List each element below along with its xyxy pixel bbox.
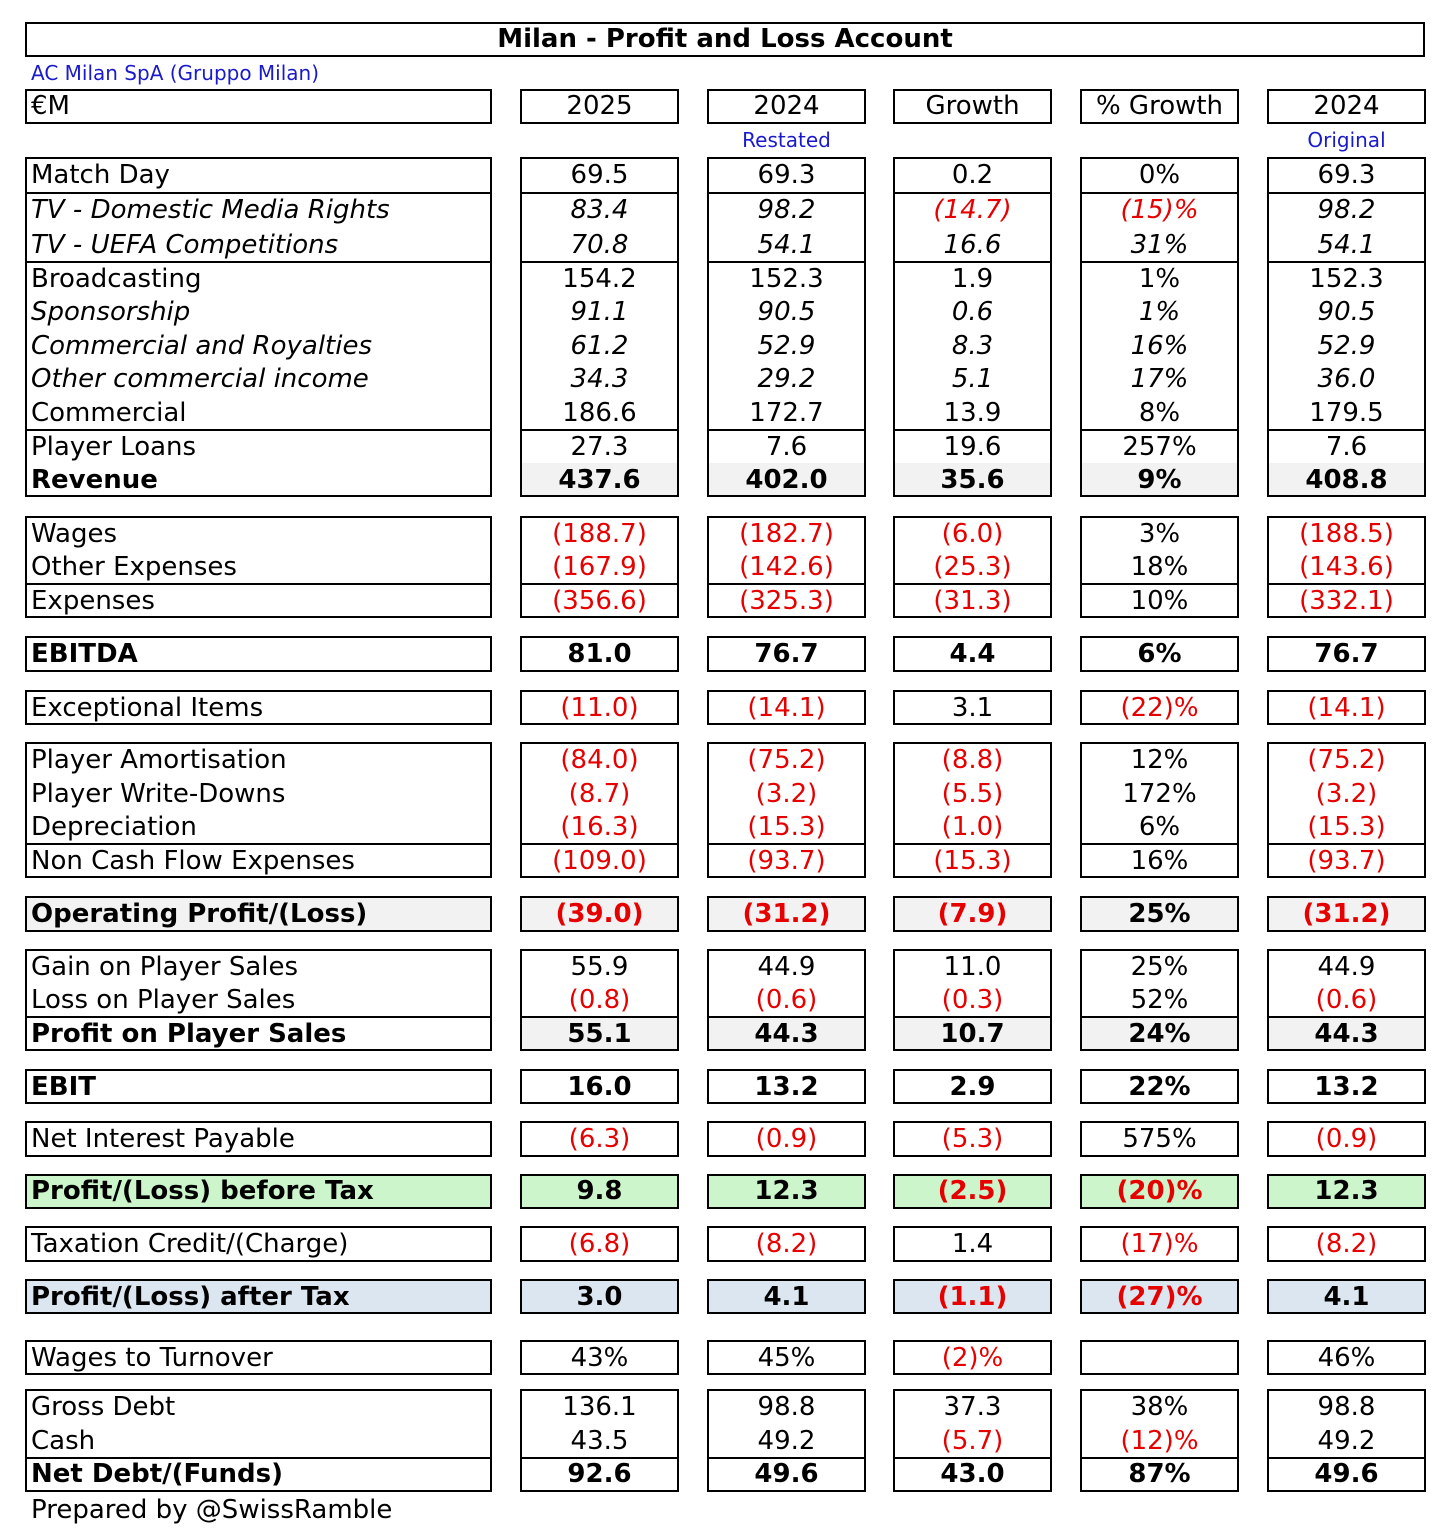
row-label: Taxation Credit/(Charge) bbox=[31, 1229, 349, 1259]
row-value: (93.7) bbox=[747, 846, 826, 876]
row-value: (0.9) bbox=[755, 1124, 818, 1154]
row-value: 1.9 bbox=[951, 264, 994, 294]
row-value: (14.1) bbox=[1307, 693, 1386, 723]
row-value: (22)% bbox=[1120, 693, 1199, 723]
row-label: Wages bbox=[31, 519, 118, 549]
row-value: 76.7 bbox=[1314, 639, 1379, 669]
row-value: 69.3 bbox=[757, 160, 816, 190]
row-value: 44.9 bbox=[1317, 952, 1376, 982]
row-label: Operating Profit/(Loss) bbox=[31, 899, 368, 929]
row-value: 90.5 bbox=[1317, 297, 1376, 327]
row-value: (0.6) bbox=[1315, 985, 1378, 1015]
row-value: 55.9 bbox=[570, 952, 629, 982]
row-value: 154.2 bbox=[562, 264, 637, 294]
row-value: 49.6 bbox=[1314, 1459, 1379, 1489]
row-value: (14.1) bbox=[747, 693, 826, 723]
row-label: Profit/(Loss) before Tax bbox=[31, 1176, 374, 1206]
row-value: (16.3) bbox=[560, 812, 639, 842]
row-label: Expenses bbox=[31, 586, 155, 616]
row-value: (75.2) bbox=[1307, 745, 1386, 775]
footer-credit: Prepared by @SwissRamble bbox=[31, 1495, 393, 1525]
row-value: 81.0 bbox=[567, 639, 632, 669]
row-group-value-box bbox=[1080, 1340, 1239, 1375]
row-value: 4.1 bbox=[763, 1282, 810, 1312]
row-value: 152.3 bbox=[1309, 264, 1384, 294]
row-value: 55.1 bbox=[567, 1019, 632, 1049]
row-value: (5.3) bbox=[941, 1124, 1004, 1154]
row-value: 31% bbox=[1130, 230, 1189, 260]
row-label: Profit on Player Sales bbox=[31, 1019, 347, 1049]
row-value: 172.7 bbox=[749, 398, 824, 428]
row-value: (8.7) bbox=[568, 779, 631, 809]
row-value: 18% bbox=[1130, 552, 1189, 582]
row-value: (3.2) bbox=[755, 779, 818, 809]
row-value: 16.6 bbox=[943, 230, 1002, 260]
row-value: 437.6 bbox=[558, 465, 641, 495]
row-value: (27)% bbox=[1116, 1282, 1203, 1312]
row-label: Player Write-Downs bbox=[31, 779, 286, 809]
row-value: 90.5 bbox=[757, 297, 816, 327]
row-value: 9% bbox=[1137, 465, 1182, 495]
row-value: 25% bbox=[1128, 899, 1191, 929]
row-value: 1.4 bbox=[951, 1229, 994, 1259]
row-value: (188.5) bbox=[1299, 519, 1394, 549]
row-value: (7.9) bbox=[937, 899, 1008, 929]
row-value: (0.6) bbox=[755, 985, 818, 1015]
row-value: (93.7) bbox=[1307, 846, 1386, 876]
row-value: (8.2) bbox=[1315, 1229, 1378, 1259]
row-value: (12)% bbox=[1120, 1426, 1199, 1456]
row-value: (17)% bbox=[1120, 1229, 1199, 1259]
row-value: (39.0) bbox=[555, 899, 644, 929]
row-value: 46% bbox=[1317, 1343, 1376, 1373]
row-label: Depreciation bbox=[31, 812, 197, 842]
row-value: 29.2 bbox=[757, 364, 816, 394]
row-value: (20)% bbox=[1116, 1176, 1203, 1206]
header-col-label: 2025 bbox=[566, 91, 633, 121]
row-value: 43% bbox=[570, 1343, 629, 1373]
row-label: Match Day bbox=[31, 160, 170, 190]
row-value: 2.9 bbox=[949, 1072, 996, 1102]
row-value: 70.8 bbox=[570, 230, 629, 260]
row-label: Broadcasting bbox=[31, 264, 202, 294]
row-value: (6.8) bbox=[568, 1229, 631, 1259]
row-value: 6% bbox=[1138, 812, 1181, 842]
row-value: (1.1) bbox=[937, 1282, 1008, 1312]
row-value: 76.7 bbox=[754, 639, 819, 669]
row-value: 24% bbox=[1128, 1019, 1191, 1049]
row-value: 43.5 bbox=[570, 1426, 629, 1456]
row-value: 92.6 bbox=[567, 1459, 632, 1489]
row-label: Net Interest Payable bbox=[31, 1124, 295, 1154]
row-value: (5.5) bbox=[941, 779, 1004, 809]
row-value: (2.5) bbox=[937, 1176, 1008, 1206]
row-value: 52% bbox=[1130, 985, 1189, 1015]
row-value: (6.0) bbox=[941, 519, 1004, 549]
row-value: 12% bbox=[1130, 745, 1189, 775]
row-value: (15.3) bbox=[933, 846, 1012, 876]
row-value: 0.2 bbox=[951, 160, 994, 190]
row-value: 3% bbox=[1138, 519, 1181, 549]
row-value: (15.3) bbox=[1307, 812, 1386, 842]
row-value: (3.2) bbox=[1315, 779, 1378, 809]
row-value: 16% bbox=[1130, 846, 1189, 876]
row-value: (11.0) bbox=[560, 693, 639, 723]
row-value: (8.2) bbox=[755, 1229, 818, 1259]
row-value: 408.8 bbox=[1305, 465, 1388, 495]
page-title: Milan - Profit and Loss Account bbox=[497, 24, 953, 54]
row-label: Exceptional Items bbox=[31, 693, 264, 723]
row-value: 37.3 bbox=[943, 1392, 1002, 1422]
row-value: 49.2 bbox=[757, 1426, 816, 1456]
row-value: (15)% bbox=[1120, 195, 1199, 225]
row-value: 402.0 bbox=[745, 465, 828, 495]
row-value: 98.8 bbox=[757, 1392, 816, 1422]
row-value: (0.8) bbox=[568, 985, 631, 1015]
row-value: 19.6 bbox=[943, 432, 1002, 462]
header-col-label: Growth bbox=[925, 91, 1020, 121]
row-value: 13.2 bbox=[754, 1072, 819, 1102]
row-label: TV - Domestic Media Rights bbox=[31, 195, 390, 225]
row-label: EBIT bbox=[31, 1072, 96, 1102]
row-label: Cash bbox=[31, 1426, 96, 1456]
row-value: (182.7) bbox=[739, 519, 834, 549]
row-value: 36.0 bbox=[1317, 364, 1376, 394]
row-label: Commercial and Royalties bbox=[31, 331, 372, 361]
row-value: (15.3) bbox=[747, 812, 826, 842]
row-value: 54.1 bbox=[1317, 230, 1376, 260]
row-value: 61.2 bbox=[570, 331, 629, 361]
row-value: 575% bbox=[1122, 1124, 1197, 1154]
row-value: 43.0 bbox=[940, 1459, 1005, 1489]
row-value: (31.2) bbox=[1302, 899, 1391, 929]
row-value: 8.3 bbox=[951, 331, 994, 361]
row-value: 1% bbox=[1138, 264, 1181, 294]
row-value: 136.1 bbox=[562, 1392, 637, 1422]
row-value: 17% bbox=[1130, 364, 1189, 394]
header-col-label: % Growth bbox=[1095, 91, 1224, 121]
row-value: (1.0) bbox=[941, 812, 1004, 842]
row-value: 186.6 bbox=[562, 398, 637, 428]
row-value: 44.3 bbox=[754, 1019, 819, 1049]
row-value: 91.1 bbox=[570, 297, 629, 327]
row-label: Gross Debt bbox=[31, 1392, 176, 1422]
row-value: 16% bbox=[1130, 331, 1189, 361]
row-value: 44.3 bbox=[1314, 1019, 1379, 1049]
row-value: 6% bbox=[1137, 639, 1182, 669]
row-value: 12.3 bbox=[754, 1176, 819, 1206]
entity-subtitle: AC Milan SpA (Gruppo Milan) bbox=[31, 61, 320, 85]
header-col-note: Restated bbox=[742, 128, 831, 152]
header-col-label: 2024 bbox=[753, 91, 820, 121]
row-label: Loss on Player Sales bbox=[31, 985, 296, 1015]
header-unit-box bbox=[25, 89, 492, 124]
header-col-label: 2024 bbox=[1313, 91, 1380, 121]
row-value: 3.1 bbox=[951, 693, 994, 723]
row-value: (325.3) bbox=[739, 586, 834, 616]
row-label: Commercial bbox=[31, 398, 187, 428]
row-label: Other Expenses bbox=[31, 552, 237, 582]
row-label: Gain on Player Sales bbox=[31, 952, 299, 982]
row-value: 152.3 bbox=[749, 264, 824, 294]
row-value: 16.0 bbox=[567, 1072, 632, 1102]
row-value: (109.0) bbox=[552, 846, 647, 876]
row-value: 98.2 bbox=[1317, 195, 1376, 225]
row-value: 172% bbox=[1122, 779, 1197, 809]
row-value: 54.1 bbox=[757, 230, 816, 260]
row-value: 45% bbox=[757, 1343, 816, 1373]
row-value: 87% bbox=[1128, 1459, 1191, 1489]
row-value: 12.3 bbox=[1314, 1176, 1379, 1206]
row-value: 4.1 bbox=[1323, 1282, 1370, 1312]
row-value: (0.3) bbox=[941, 985, 1004, 1015]
row-value: 83.4 bbox=[570, 195, 629, 225]
row-value: 52.9 bbox=[1317, 331, 1376, 361]
row-value: (8.8) bbox=[941, 745, 1004, 775]
row-label: Revenue bbox=[31, 465, 158, 495]
row-value: 179.5 bbox=[1309, 398, 1384, 428]
header-col-note: Original bbox=[1307, 128, 1386, 152]
row-value: 1% bbox=[1138, 297, 1181, 327]
row-value: (75.2) bbox=[747, 745, 826, 775]
row-value: 34.3 bbox=[570, 364, 629, 394]
row-value: 44.9 bbox=[757, 952, 816, 982]
row-label: TV - UEFA Competitions bbox=[31, 230, 339, 260]
row-value: 52.9 bbox=[757, 331, 816, 361]
row-label: Net Debt/(Funds) bbox=[31, 1459, 283, 1489]
row-label: Player Loans bbox=[31, 432, 197, 462]
row-value: (167.9) bbox=[552, 552, 647, 582]
row-value: 5.1 bbox=[951, 364, 994, 394]
row-label: Sponsorship bbox=[31, 297, 191, 327]
row-value: (6.3) bbox=[568, 1124, 631, 1154]
row-value: 22% bbox=[1128, 1072, 1191, 1102]
row-value: 35.6 bbox=[940, 465, 1005, 495]
row-value: 98.8 bbox=[1317, 1392, 1376, 1422]
row-label: Other commercial income bbox=[31, 364, 369, 394]
row-value: 257% bbox=[1122, 432, 1197, 462]
row-value: 27.3 bbox=[570, 432, 629, 462]
row-value: (31.2) bbox=[742, 899, 831, 929]
row-label: EBITDA bbox=[31, 639, 138, 669]
row-value: (31.3) bbox=[933, 586, 1012, 616]
row-value: 49.6 bbox=[754, 1459, 819, 1489]
row-value: 25% bbox=[1130, 952, 1189, 982]
row-value: (2)% bbox=[941, 1343, 1004, 1373]
row-value: (188.7) bbox=[552, 519, 647, 549]
row-value: 38% bbox=[1130, 1392, 1189, 1422]
row-value: (14.7) bbox=[933, 195, 1012, 225]
row-value: 10% bbox=[1130, 586, 1189, 616]
row-value: 11.0 bbox=[943, 952, 1002, 982]
row-value: 0% bbox=[1138, 160, 1181, 190]
row-value: (84.0) bbox=[560, 745, 639, 775]
row-value: 4.4 bbox=[949, 639, 996, 669]
row-value: (356.6) bbox=[552, 586, 647, 616]
row-value: 8% bbox=[1138, 398, 1181, 428]
row-value: 7.6 bbox=[1325, 432, 1368, 462]
row-value: 49.2 bbox=[1317, 1426, 1376, 1456]
row-value: 10.7 bbox=[940, 1019, 1005, 1049]
row-value: (0.9) bbox=[1315, 1124, 1378, 1154]
row-value: 3.0 bbox=[576, 1282, 623, 1312]
row-value: (143.6) bbox=[1299, 552, 1394, 582]
header-unit-label: €M bbox=[31, 91, 70, 121]
row-value: 69.3 bbox=[1317, 160, 1376, 190]
row-value: (142.6) bbox=[739, 552, 834, 582]
row-value: (332.1) bbox=[1299, 586, 1394, 616]
row-value: 9.8 bbox=[576, 1176, 623, 1206]
row-value: 98.2 bbox=[757, 195, 816, 225]
row-value: 13.2 bbox=[1314, 1072, 1379, 1102]
row-value: 0.6 bbox=[951, 297, 994, 327]
row-value: (25.3) bbox=[933, 552, 1012, 582]
row-label: Non Cash Flow Expenses bbox=[31, 846, 355, 876]
row-value: 69.5 bbox=[570, 160, 629, 190]
row-value: 7.6 bbox=[765, 432, 808, 462]
row-value: 13.9 bbox=[943, 398, 1002, 428]
row-label: Wages to Turnover bbox=[31, 1343, 273, 1373]
row-label: Player Amortisation bbox=[31, 745, 287, 775]
row-value: (5.7) bbox=[941, 1426, 1004, 1456]
row-label: Profit/(Loss) after Tax bbox=[31, 1282, 350, 1312]
